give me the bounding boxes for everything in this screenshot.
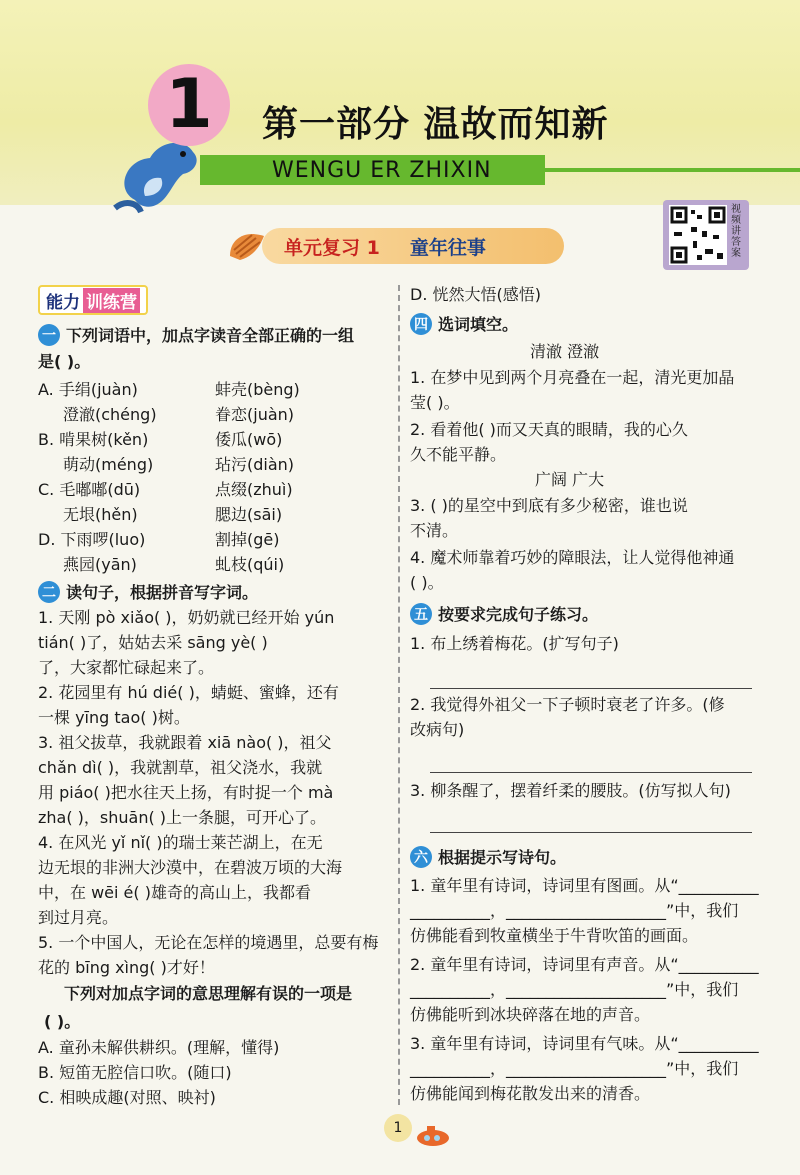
- tag-part-a: 能力: [46, 292, 80, 313]
- q2-line: tián( )了，姑姑去采 sāng yè( ): [38, 633, 268, 652]
- q6-line: __________，____________________”中，我们: [410, 980, 739, 999]
- section-title: 按要求完成句子练习。: [438, 605, 599, 624]
- option-c-2: 点缀(zhuì): [215, 480, 293, 499]
- q2-line: 中，在 wēi é( )雄奇的高山上，我都看: [38, 883, 311, 902]
- q2-line: 一棵 yīng tao( )树。: [38, 708, 190, 727]
- column-divider: [398, 285, 400, 1105]
- q4-line: ( )。: [410, 573, 444, 592]
- q2-line: 边无垠的非洲大沙漠中，在碧波万顷的大海: [38, 858, 343, 877]
- q2-line: 了，大家都忙碌起来了。: [38, 658, 215, 677]
- option-b-2: 倭瓜(wō): [215, 430, 283, 449]
- answer-line[interactable]: [430, 772, 752, 773]
- q6-line: __________，____________________”中，我们: [410, 1059, 739, 1078]
- option-c-3: 无垠(hěn): [63, 505, 138, 524]
- option-d-1: D. 下雨啰(luo): [38, 530, 146, 549]
- q2-line: 2. 花园里有 hú dié( )，蜻蜓、蜜蜂，还有: [38, 683, 339, 702]
- option-b-4: 玷污(diàn): [215, 455, 295, 474]
- q2-line: zha( )，shuān( )上一条腿，可开心了。: [38, 808, 327, 827]
- q6-line: 3. 童年里有诗词，诗词里有气味。从“__________: [410, 1034, 759, 1053]
- unit-label: 单元复习 1: [284, 236, 380, 259]
- section-4-heading: [410, 312, 518, 335]
- q6-line: 仿佛能听到冰块碎落在地的声音。: [410, 1005, 651, 1024]
- tag-part-b: 训练营: [83, 288, 140, 313]
- section-3-title: 下列对加点字词的意思理解有误的一项是: [64, 984, 353, 1003]
- answer-line[interactable]: [430, 688, 752, 689]
- qr-code-panel[interactable]: [663, 200, 749, 270]
- chapter-number-badge: 1: [148, 64, 230, 146]
- q5-item: 改病句): [410, 720, 465, 739]
- option-a-1: A. 手绢(juàn): [38, 380, 138, 399]
- section-number: 五: [410, 603, 432, 625]
- q3-option: B. 短笛无腔信口吹。(随口): [38, 1063, 232, 1082]
- header-green-line: [545, 168, 800, 172]
- section-title: 选词填空。: [438, 315, 519, 334]
- option-a-3: 澄澈(chéng): [63, 405, 157, 424]
- q5-item: 1. 布上绣着梅花。(扩写句子): [410, 634, 619, 653]
- ability-camp-tag: [38, 285, 148, 315]
- option-d-2: 割掉(gē): [215, 530, 280, 549]
- pinyin-subtitle: WENGU ER ZHIXIN: [272, 158, 492, 183]
- option-c-4: 腮边(sāi): [215, 505, 283, 524]
- q2-line: 1. 天刚 pò xiǎo( )，奶奶就已经开始 yún: [38, 608, 335, 627]
- unit-banner: [262, 228, 564, 264]
- section-2-heading: [38, 580, 258, 603]
- section-number: 一: [38, 324, 60, 346]
- option-a-2: 蚌壳(bèng): [215, 380, 300, 399]
- q4-line: 莹( )。: [410, 393, 460, 412]
- q2-line: 5. 一个中国人，无论在怎样的境遇里，总要有梅: [38, 933, 379, 952]
- q3-option: A. 童孙未解供耕织。(理解，懂得): [38, 1038, 280, 1057]
- q2-line: 到过月亮。: [38, 908, 119, 927]
- word-choices-1: 清澈 澄澈: [530, 342, 600, 361]
- q2-line: 用 piáo( )把水往天上扬，有时捉一个 mà: [38, 783, 334, 802]
- q5-item: 3. 柳条醒了，摆着纤柔的腰肢。(仿写拟人句): [410, 781, 731, 800]
- section-title: 下列词语中，加点字读音全部正确的一组: [66, 326, 355, 345]
- q5-item: 2. 我觉得外祖父一下子顿时衰老了许多。(修: [410, 695, 725, 714]
- q2-line: 4. 在风光 yǐ nǐ( )的瑞士莱芒湖上，在无: [38, 833, 323, 852]
- option-a-4: 眷恋(juàn): [215, 405, 295, 424]
- option-d-3: 燕园(yān): [63, 555, 137, 574]
- section-number: 六: [410, 846, 432, 868]
- section-title: 根据提示写诗句。: [438, 848, 567, 867]
- section-number: 二: [38, 581, 60, 603]
- option-b-3: 萌动(méng): [63, 455, 154, 474]
- section-5-heading: [410, 602, 598, 625]
- page-title: 第一部分 温故而知新: [262, 104, 609, 145]
- q6-line: 1. 童年里有诗词，诗词里有图画。从“__________: [410, 876, 759, 895]
- q6-line: 仿佛能看到牧童横坐于牛背吹笛的画面。: [410, 926, 699, 945]
- qr-label: 视频讲答案: [731, 204, 741, 259]
- q4-line: 1. 在梦中见到两个月亮叠在一起，清光更加晶: [410, 368, 735, 387]
- option-d-4: 虬枝(qúi): [215, 555, 285, 574]
- section-3-cont: ( )。: [44, 1012, 81, 1031]
- q4-line: 久不能平静。: [410, 445, 507, 464]
- q3-option-d: D. 恍然大悟(感悟): [410, 285, 541, 304]
- q4-line: 2. 看着他( )而又天真的眼睛，我的心久: [410, 420, 688, 439]
- q4-line: 不清。: [410, 521, 459, 540]
- qr-code-icon[interactable]: [669, 205, 727, 265]
- q4-line: 3. ( )的星空中到底有多少秘密，谁也说: [410, 496, 688, 515]
- q2-line: 3. 祖父拔草，我就跟着 xiā nào( )，祖父: [38, 733, 332, 752]
- section-1-heading: [38, 323, 354, 346]
- section-1-cont: 是( )。: [38, 352, 91, 371]
- option-c-1: C. 毛嘟嘟(dū): [38, 480, 141, 499]
- submarine-icon: [413, 1120, 451, 1148]
- section-title: 读句子，根据拼音写字词。: [66, 583, 259, 602]
- q6-line: 仿佛能闻到梅花散发出来的清香。: [410, 1084, 651, 1103]
- q2-line: 花的 bīng xìng( )才好！: [38, 958, 215, 977]
- q2-line: chǎn dì( )，我就割草，祖父浇水，我就: [38, 758, 323, 777]
- q6-line: 2. 童年里有诗词，诗词里有声音。从“__________: [410, 955, 759, 974]
- section-number: 四: [410, 313, 432, 335]
- unit-name: 童年往事: [409, 236, 486, 259]
- word-choices-2: 广阔 广大: [535, 470, 605, 489]
- q4-line: 4. 魔术师靠着巧妙的障眼法，让人觉得他神通: [410, 548, 735, 567]
- q6-line: __________，____________________”中，我们: [410, 901, 739, 920]
- page-number: 1: [384, 1114, 412, 1142]
- q3-option: C. 相映成趣(对照、映衬): [38, 1088, 216, 1107]
- option-b-1: B. 啃果树(kěn): [38, 430, 149, 449]
- answer-line[interactable]: [430, 832, 752, 833]
- section-6-heading: [410, 845, 566, 868]
